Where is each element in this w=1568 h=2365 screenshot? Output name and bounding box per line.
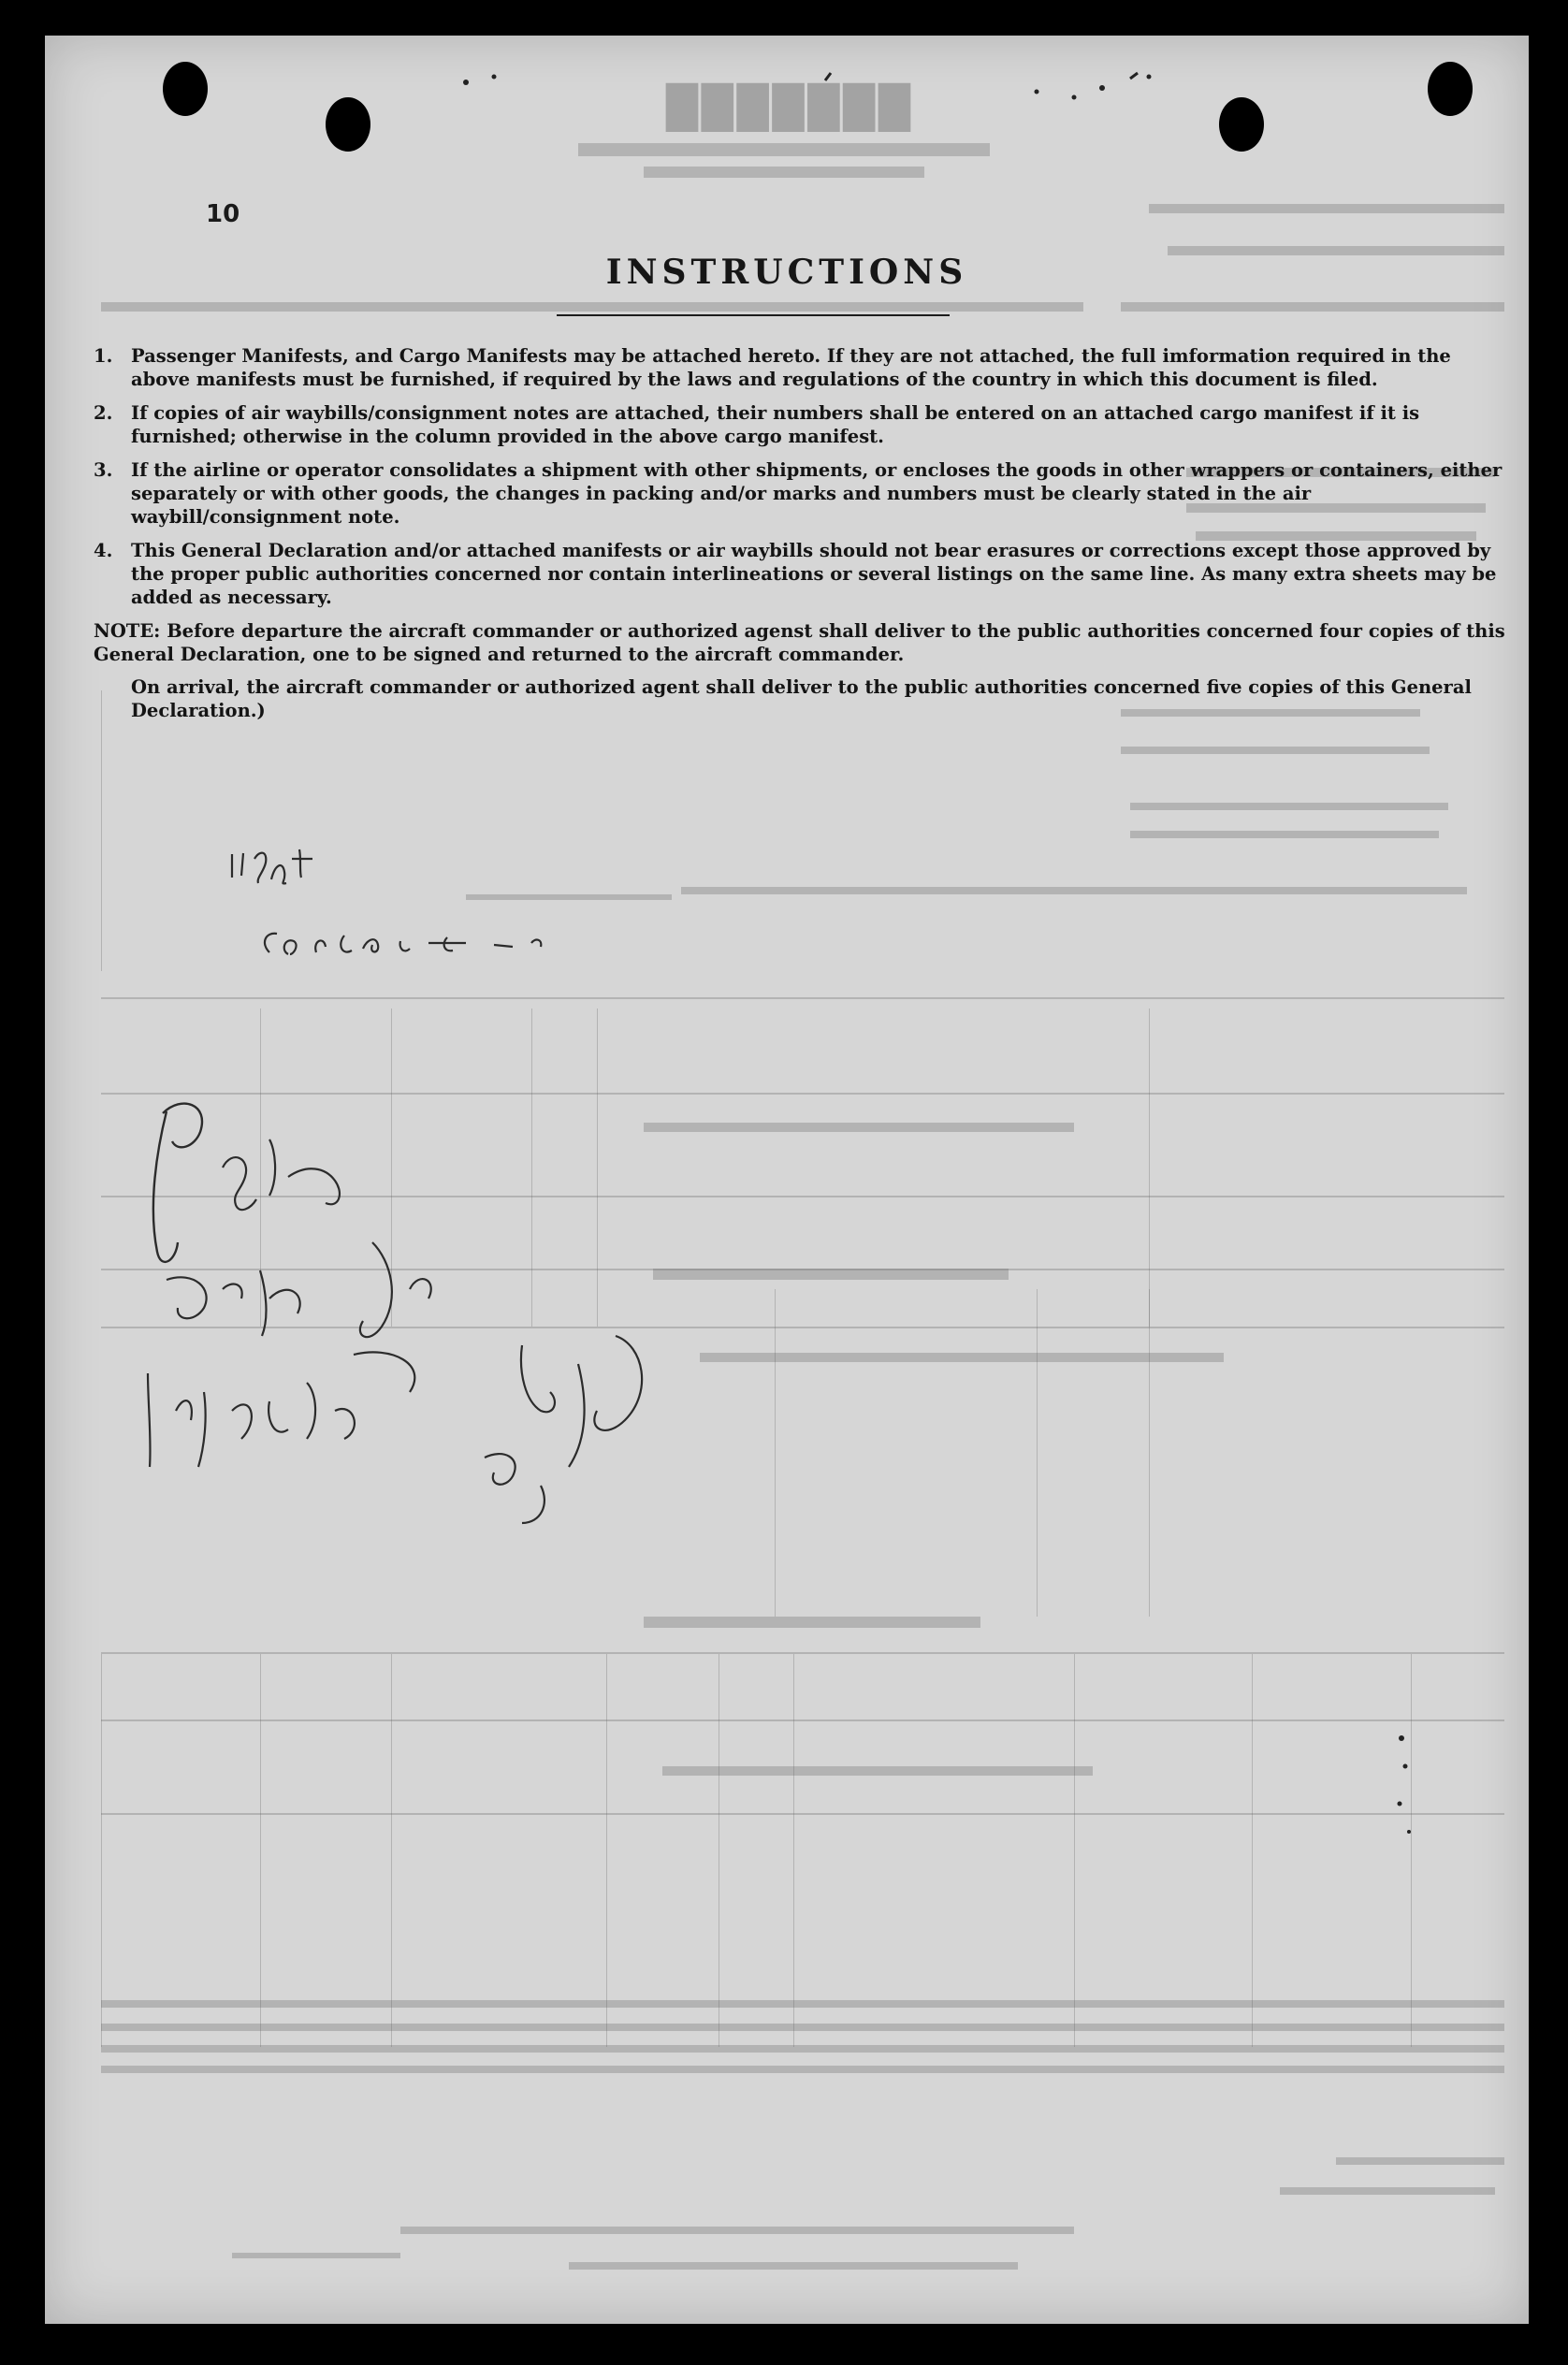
instruction-item (94, 344, 1516, 391)
instruction-text: If the airline or operator consolidates a shipment with other shipments, or encloses the goods in other wrappers or containers, either separately or with other goods, the changes in packing and/or marks and numbers must be clearly stated in the air waybill/consignment note. (131, 459, 1503, 528)
instruction-item (94, 458, 1516, 529)
note-section (94, 619, 1516, 722)
punch-hole-center (326, 97, 370, 152)
instruction-text: If copies of air waybills/consignment notes are attached, their numbers shall be entered on an attached cargo manifest if it is furnished; otherwise in the column provided in the above cargo manifest. (131, 402, 1420, 447)
handwritten-time-note (213, 821, 681, 1008)
instruction-item (94, 539, 1516, 609)
document-page (45, 36, 1529, 2324)
instruction-number: 4. (94, 540, 113, 561)
instruction-text: This General Declaration and/or attached manifests or air waybills should not bear erasures or corrections except those approved by the proper public authorities concerned nor contain interlineations or several listings on the same line. As many extra sheets may be added as necessary. (131, 540, 1497, 608)
page-number-mark: 10 (206, 200, 240, 228)
instruction-number: 3. (94, 459, 113, 481)
page-title: INSTRUCTIONS (605, 253, 968, 292)
note-text: Before departure the aircraft commander or authorized agenst shall deliver to the public authorities concerned four copies of this General Declaration, one to be signed and returned to the aircraft commander. (94, 620, 1505, 665)
instruction-number: 1. (94, 345, 113, 367)
punch-hole-left (163, 62, 208, 116)
note-arrival-text: On arrival, the aircraft commander or authorized agent shall deliver to the public authorities concerned five copies of this General Declaration.) (131, 676, 1472, 721)
note-label: NOTE: (94, 620, 161, 642)
punch-hole-right (1219, 97, 1264, 152)
instruction-item (94, 401, 1516, 448)
instructions-list (94, 344, 1516, 722)
punch-hole-far-right (1428, 62, 1473, 116)
title-underline (557, 314, 950, 316)
instruction-text: Passenger Manifests, and Cargo Manifests may be attached hereto. If they are not attached, the full imformation required in the above manifests must be furnished, if required by the laws and regulations of the country in which this document is filed. (131, 345, 1451, 390)
instruction-number: 2. (94, 402, 113, 424)
handwritten-signatures (129, 1055, 765, 1579)
bleed-through-heading: ███████ (662, 84, 910, 132)
